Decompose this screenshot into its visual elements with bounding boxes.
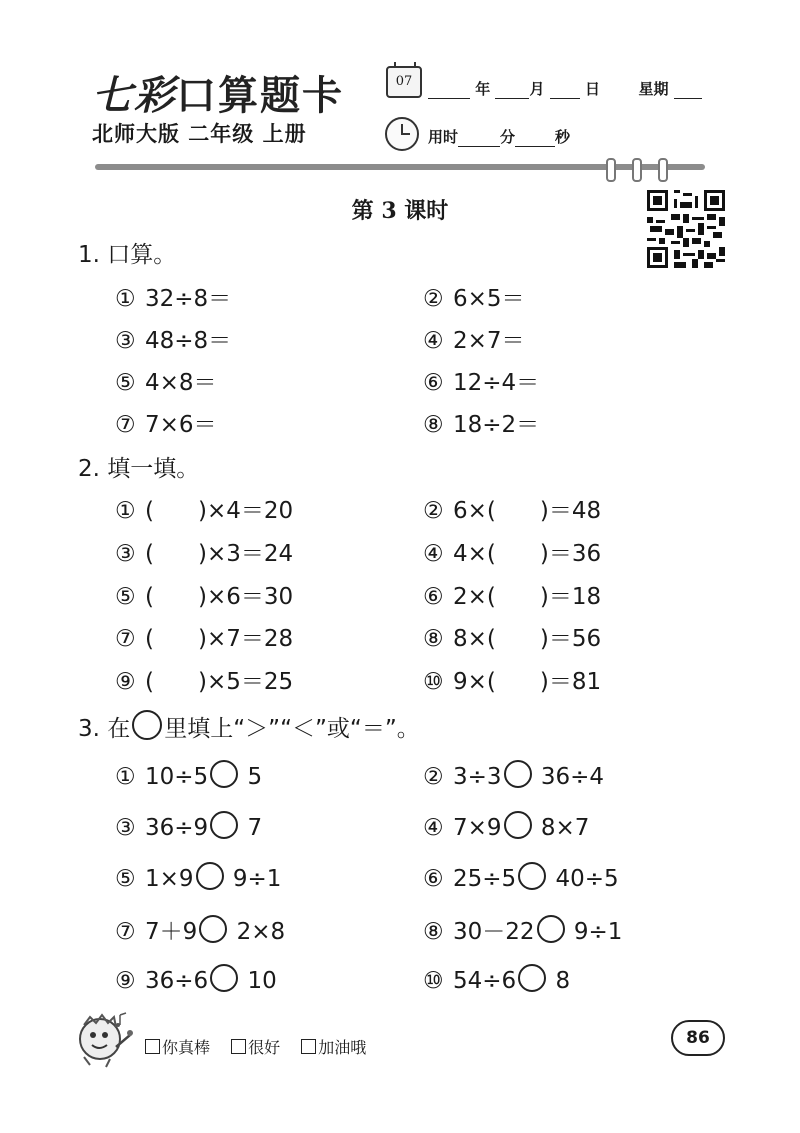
right-expression: 5 (247, 764, 263, 790)
item-number: ⑦ (115, 919, 136, 945)
item-number: ⑧ (423, 626, 444, 652)
month-label: 月 (529, 80, 545, 98)
item-number: ⑩ (423, 669, 444, 695)
oral-item (115, 322, 231, 355)
fill-item (115, 535, 293, 568)
left-expression: 30－22 (453, 919, 535, 945)
month-blank[interactable] (495, 98, 529, 99)
oral-item (423, 280, 525, 313)
oral-item (115, 406, 217, 439)
brand-title-part2: 口算题卡 (176, 73, 344, 119)
item-number: ④ (423, 328, 444, 354)
checkbox[interactable] (301, 1039, 316, 1054)
right-expression: 36÷4 (540, 764, 605, 790)
item-prefix: 6×( (453, 498, 496, 524)
oral-item (115, 280, 231, 313)
compare-item (115, 862, 281, 892)
item-number: ① (115, 286, 136, 312)
item-expression: 18÷2＝ (453, 412, 540, 438)
item-expression: 6×5＝ (453, 286, 525, 312)
heading-suffix: 里填上“＞”“＜”或“＝”。 (164, 716, 420, 742)
fill-item (423, 620, 601, 653)
item-expression: 4×8＝ (145, 370, 217, 396)
right-expression: 7 (247, 815, 263, 841)
item-number: ① (115, 498, 136, 524)
item-number: ④ (423, 541, 444, 567)
fill-item (423, 492, 601, 525)
left-expression: 7＋9 (145, 919, 198, 945)
compare-circle[interactable] (199, 915, 227, 943)
fill-item (115, 620, 293, 653)
right-expression: 9÷1 (232, 866, 282, 892)
item-suffix: )＝56 (539, 626, 602, 652)
page-number: 86 (671, 1020, 725, 1056)
compare-circle[interactable] (196, 862, 224, 890)
brand-title (92, 64, 344, 121)
item-suffix: )×6＝30 (197, 584, 294, 610)
compare-item (423, 811, 589, 841)
compare-item (423, 862, 619, 892)
item-number: ① (115, 764, 136, 790)
rating-options (145, 1035, 366, 1058)
compare-circle[interactable] (210, 811, 238, 839)
item-number: ⑥ (423, 866, 444, 892)
item-number: ⑩ (423, 968, 444, 994)
fill-item (423, 535, 601, 568)
compare-item (423, 964, 570, 994)
item-number: ③ (115, 815, 136, 841)
item-number: ⑤ (115, 866, 136, 892)
item-number: ② (423, 498, 444, 524)
item-number: ⑧ (423, 919, 444, 945)
item-expression: 48÷8＝ (145, 328, 232, 354)
weekday-label: 星期 (638, 80, 669, 98)
item-number: ⑨ (115, 968, 136, 994)
item-prefix: ( (145, 541, 154, 567)
compare-circle[interactable] (210, 964, 238, 992)
item-suffix: )×4＝20 (197, 498, 294, 524)
binder-ring-icon (658, 158, 668, 182)
right-expression: 40÷5 (555, 866, 619, 892)
heading-prefix: 3. 在 (78, 716, 131, 742)
item-number: ⑤ (115, 370, 136, 396)
item-number: ② (423, 764, 444, 790)
compare-circle[interactable] (504, 760, 532, 788)
checkbox[interactable] (145, 1039, 160, 1054)
item-number: ③ (115, 541, 136, 567)
oral-item (423, 406, 539, 439)
item-prefix: ( (145, 669, 154, 695)
left-expression: 10÷5 (145, 764, 209, 790)
right-expression: 10 (247, 968, 277, 994)
binder-ring-icon (632, 158, 642, 182)
compare-circle[interactable] (518, 862, 546, 890)
second-blank[interactable] (515, 146, 555, 147)
item-expression: 7×6＝ (145, 412, 217, 438)
item-suffix: )＝36 (539, 541, 602, 567)
section1-heading: 1. 口算。 (78, 242, 177, 268)
item-number: ⑤ (115, 584, 136, 610)
item-suffix: )×5＝25 (197, 669, 294, 695)
item-prefix: ( (145, 498, 154, 524)
left-expression: 7×9 (453, 815, 502, 841)
day-label: 日 (584, 80, 600, 98)
fill-item (115, 578, 293, 611)
year-label: 年 (475, 80, 491, 98)
item-expression: 12÷4＝ (453, 370, 540, 396)
left-expression: 1×9 (145, 866, 194, 892)
edition-label: 北师大版 二年级 上册 (92, 122, 307, 146)
fill-item (423, 578, 601, 611)
brand-title-part1: 七彩 (92, 72, 176, 119)
year-blank[interactable] (428, 98, 470, 99)
item-suffix: )＝18 (539, 584, 602, 610)
item-prefix: 2×( (453, 584, 496, 610)
item-number: ⑧ (423, 412, 444, 438)
right-expression: 2×8 (236, 919, 286, 945)
left-expression: 3÷3 (453, 764, 502, 790)
item-prefix: 9×( (453, 669, 496, 695)
item-suffix: )×3＝24 (197, 541, 294, 567)
compare-circle[interactable] (210, 760, 238, 788)
item-number: ⑥ (423, 584, 444, 610)
compare-item (423, 760, 604, 790)
compare-circle[interactable] (518, 964, 546, 992)
left-expression: 54÷6 (453, 968, 517, 994)
date-line (428, 78, 702, 99)
item-suffix: )×7＝28 (197, 626, 294, 652)
checkbox[interactable] (231, 1039, 246, 1054)
item-number: ② (423, 286, 444, 312)
mascot-icon (70, 1005, 138, 1073)
rating-label: 加油哦 (318, 1038, 367, 1057)
item-prefix: ( (145, 584, 154, 610)
item-expression: 32÷8＝ (145, 286, 232, 312)
minute-blank[interactable] (458, 146, 500, 147)
second-label: 秒 (555, 128, 571, 146)
compare-item (115, 811, 262, 841)
binder-ring-icon (606, 158, 616, 182)
left-expression: 25÷5 (453, 866, 517, 892)
circle-icon (132, 710, 162, 740)
item-number: ⑨ (115, 669, 136, 695)
item-number: ⑦ (115, 626, 136, 652)
right-expression: 8×7 (540, 815, 590, 841)
compare-item (423, 913, 622, 946)
rating-label: 你真棒 (162, 1038, 211, 1057)
item-suffix: )＝48 (539, 498, 602, 524)
rating-label: 很好 (248, 1038, 281, 1057)
left-expression: 36÷9 (145, 815, 209, 841)
compare-item (115, 760, 262, 790)
qr-code-icon[interactable] (647, 190, 725, 268)
fill-item (115, 492, 293, 525)
item-expression: 2×7＝ (453, 328, 525, 354)
oral-item (115, 364, 217, 397)
item-number: ⑦ (115, 412, 136, 438)
item-number: ③ (115, 328, 136, 354)
right-expression: 9÷1 (573, 919, 623, 945)
minute-label: 分 (500, 128, 516, 146)
fill-item (115, 663, 293, 696)
calendar-day: 07 (395, 74, 413, 89)
calendar-icon (386, 66, 422, 98)
right-expression: 8 (555, 968, 571, 994)
compare-item (115, 913, 285, 946)
item-prefix: ( (145, 626, 154, 652)
lesson-title: 第 3 课时 (351, 198, 449, 224)
item-suffix: )＝81 (539, 669, 602, 695)
time-line (428, 126, 570, 147)
item-prefix: 8×( (453, 626, 496, 652)
clock-icon (385, 117, 419, 151)
section2-heading: 2. 填一填。 (78, 456, 200, 482)
item-number: ④ (423, 815, 444, 841)
compare-circle[interactable] (537, 915, 565, 943)
oral-item (423, 364, 539, 397)
time-prefix: 用时 (428, 128, 459, 146)
compare-circle[interactable] (504, 811, 532, 839)
fill-item (423, 663, 601, 696)
day-blank[interactable] (550, 98, 580, 99)
oral-item (423, 322, 525, 355)
item-number: ⑥ (423, 370, 444, 396)
left-expression: 36÷6 (145, 968, 209, 994)
compare-item (115, 964, 277, 994)
section3-heading (78, 710, 420, 743)
item-prefix: 4×( (453, 541, 496, 567)
weekday-blank[interactable] (674, 98, 702, 99)
